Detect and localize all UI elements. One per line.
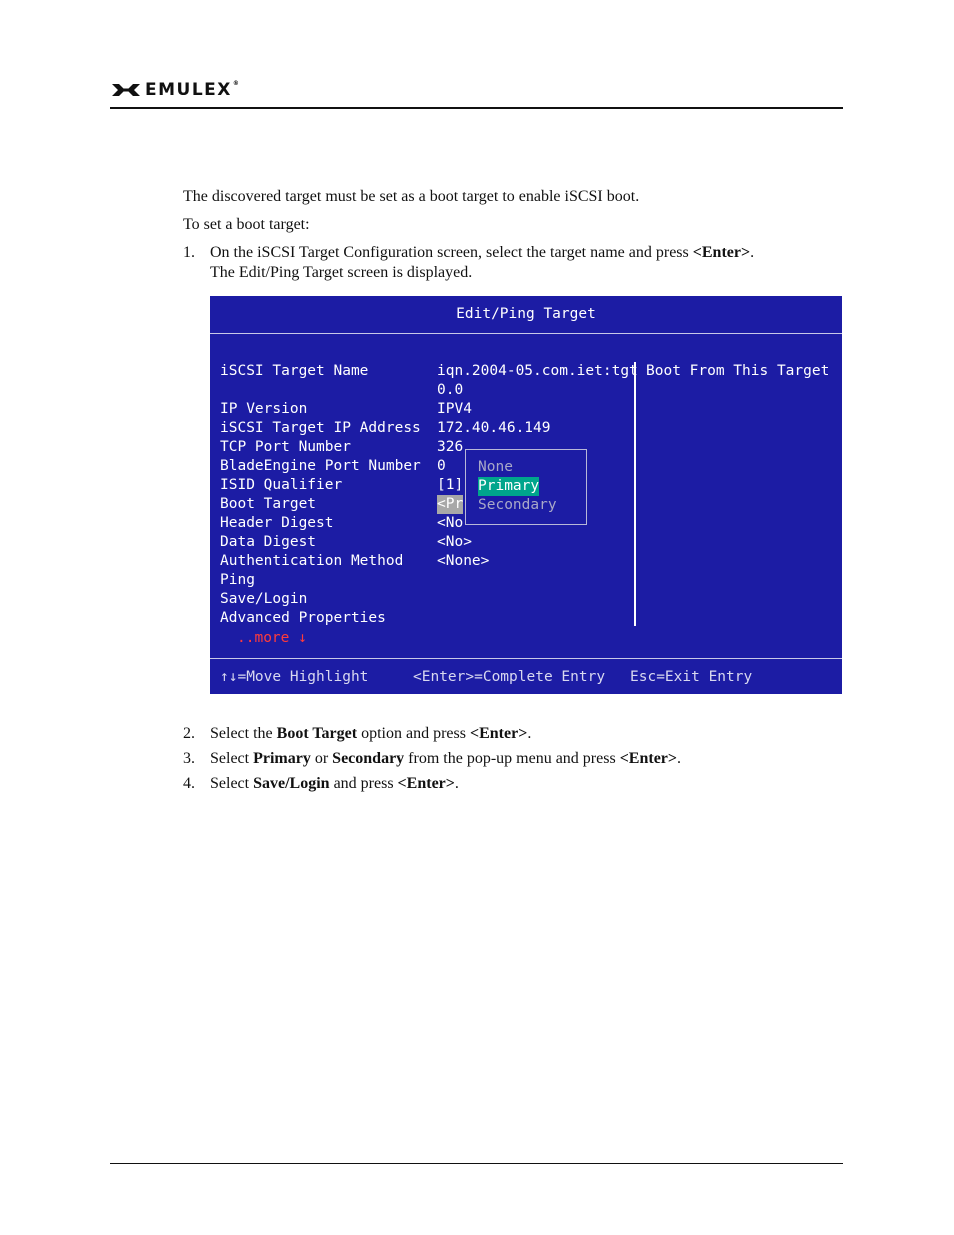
field-value-ip-version: IPV4 — [437, 401, 472, 417]
field-value-target-ip: 172.40.46.149 — [437, 420, 551, 436]
step-text: Select Save/Login and press <Enter>. — [210, 775, 459, 792]
title-divider — [210, 333, 842, 334]
step-number: 1. — [183, 244, 195, 261]
footer-divider — [210, 658, 842, 659]
footer-rule — [110, 1163, 843, 1164]
lead-paragraph: To set a boot target: — [183, 216, 310, 233]
screen-title: Edit/Ping Target — [456, 306, 596, 322]
field-label-auth-method[interactable]: Authentication Method — [220, 553, 404, 569]
menu-item-advanced-properties[interactable]: Advanced Properties — [220, 610, 386, 626]
footer-move-hint: ↑↓=Move Highlight — [220, 669, 369, 685]
menu-item-ping[interactable]: Ping — [220, 572, 255, 588]
field-label-header-digest[interactable]: Header Digest — [220, 515, 334, 531]
edit-ping-target-screen — [210, 296, 842, 694]
step-number: 4. — [183, 775, 195, 792]
boot-target-popup — [465, 449, 587, 525]
field-value-boot-target[interactable]: <Pr — [437, 496, 464, 512]
menu-item-save-login[interactable]: Save/Login — [220, 591, 308, 607]
header-rule — [110, 107, 843, 109]
field-label-tcp-port[interactable]: TCP Port Number — [220, 439, 351, 455]
more-indicator: ..more ↓ — [237, 630, 307, 646]
field-label-isid-qualifier[interactable]: ISID Qualifier — [220, 477, 343, 493]
field-value-header-digest: <No — [437, 515, 464, 531]
step-number: 3. — [183, 750, 195, 767]
step-text-line2: The Edit/Ping Target screen is displayed. — [210, 264, 473, 281]
footer-esc-hint: Esc=Exit Entry — [630, 669, 753, 685]
field-value-target-name: iqn.2004-05.com.iet:tgt — [437, 363, 638, 379]
field-value-data-digest: <No> — [437, 534, 472, 550]
step-number: 2. — [183, 725, 195, 742]
field-value-auth-method: <None> — [437, 553, 490, 569]
step-text: Select Primary or Secondary from the pop-up menu and press <Enter>. — [210, 750, 682, 767]
popup-option-secondary[interactable]: Secondary — [478, 497, 557, 513]
help-text: Boot From This Target — [646, 363, 830, 379]
step-text: On the iSCSI Target Configuration screen, select the target name and press <Enter>. — [210, 244, 755, 261]
help-divider — [634, 362, 636, 626]
field-value-target-name-cont: 0.0 — [437, 382, 464, 398]
field-label-boot-target[interactable]: Boot Target — [220, 496, 317, 512]
footer-enter-hint: <Enter>=Complete Entry — [413, 669, 606, 685]
field-value-isid-qualifier: [1] — [437, 477, 464, 493]
emulex-logo — [111, 80, 240, 100]
field-value-bladeengine-port: 0 — [437, 458, 446, 474]
popup-option-none[interactable]: None — [478, 459, 513, 475]
emulex-logo-icon — [111, 82, 141, 98]
field-label-data-digest[interactable]: Data Digest — [220, 534, 317, 550]
field-label-bladeengine-port[interactable]: BladeEngine Port Number — [220, 458, 421, 474]
field-label-target-name[interactable]: iSCSI Target Name — [220, 363, 369, 379]
intro-paragraph: The discovered target must be set as a boot target to enable iSCSI boot. — [183, 188, 640, 205]
field-value-tcp-port: 326 — [437, 439, 464, 455]
popup-option-primary[interactable]: Primary — [478, 478, 540, 494]
field-label-ip-version[interactable]: IP Version — [220, 401, 308, 417]
field-label-target-ip[interactable]: iSCSI Target IP Address — [220, 420, 421, 436]
brand-name: EMULEX® — [145, 80, 241, 100]
step-text: Select the Boot Target option and press <Enter>. — [210, 725, 532, 742]
